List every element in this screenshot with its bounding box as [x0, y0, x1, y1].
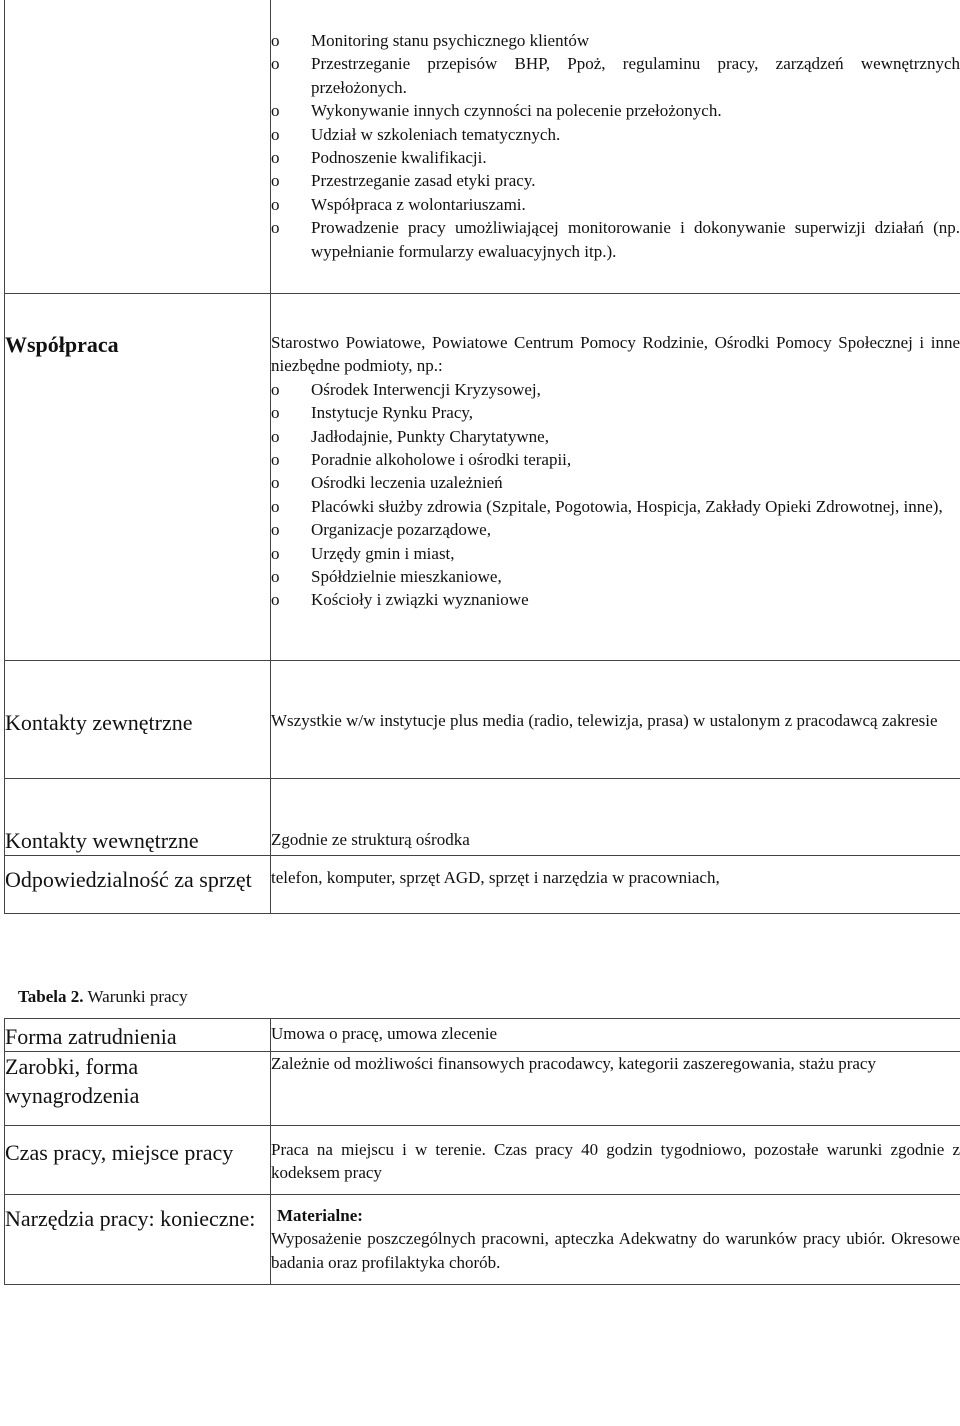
table-row: [5, 0, 960, 294]
row-label-kontakty-zewnetrzne: Kontakty zewnętrzne: [5, 661, 271, 779]
list-item: o Przestrzeganie zasad etyki pracy.: [271, 169, 960, 192]
list-item: o Jadłodajnie, Punkty Charytatywne,: [271, 425, 960, 448]
table-row: [5, 1052, 960, 1126]
list-item: o Przestrzeganie przepisów BHP, Ppoż, regulaminu pracy, zarządzeń wewnętrznych przełożonych.: [271, 52, 960, 99]
table-row: [5, 661, 960, 779]
wspolpraca-list: [271, 378, 960, 612]
table-row: [5, 1195, 960, 1285]
list-item: o Podnoszenie kwalifikacji.: [271, 146, 960, 169]
list-item: o Współpraca z wolontariuszami.: [271, 193, 960, 216]
list-item: o Organizacje pozarządowe,: [271, 518, 960, 541]
czas-pracy-value: Praca na miejscu i w terenie. Czas pracy 40 godzin tygodniowo, pozostałe warunki zgodnie z kodeksem pracy: [271, 1126, 960, 1195]
odpowiedzialnosc-value: telefon, komputer, sprzęt AGD, sprzęt i narzędzia w pracowniach,: [271, 856, 960, 914]
row-label-zarobki: Zarobki, forma wynagrodzenia: [5, 1052, 271, 1126]
list-item: o Ośrodki leczenia uzależnień: [271, 471, 960, 494]
list-item: o Urzędy gmin i miast,: [271, 542, 960, 565]
row-label-odpowiedzialnosc: Odpowiedzialność za sprzęt: [5, 856, 271, 914]
kontakty-zewnetrzne-value: Wszystkie w/w instytucje plus media (radio, telewizja, prasa) w ustalonym z pracodawcą zakresie: [271, 661, 960, 779]
wspolpraca-cell: [271, 294, 960, 661]
materialne-heading: Materialne:: [277, 1206, 363, 1225]
table-row: [5, 1019, 960, 1052]
zarobki-value: Zależnie od możliwości finansowych pracodawcy, kategorii zaszeregowania, stażu pracy: [271, 1052, 960, 1126]
table-row: [5, 856, 960, 914]
list-item: o Udział w szkoleniach tematycznych.: [271, 123, 960, 146]
row-label-forma-zatrudnienia: Forma zatrudnienia: [5, 1019, 271, 1052]
work-conditions-table: [4, 1018, 960, 1285]
list-item: o Monitoring stanu psychicznego klientów: [271, 29, 960, 52]
table-caption: [18, 986, 188, 1008]
kontakty-wewnetrzne-value: Zgodnie ze strukturą ośrodka: [271, 779, 960, 856]
row-label-czas-pracy: Czas pracy, miejsce pracy: [5, 1126, 271, 1195]
row-label-kontakty-wewnetrzne: Kontakty wewnętrzne: [5, 779, 271, 856]
responsibilities-table: [4, 0, 960, 914]
row-label-wspolpraca: Współpraca: [5, 294, 271, 661]
caption-prefix: Tabela 2.: [18, 987, 84, 1006]
wspolpraca-intro: Starostwo Powiatowe, Powiatowe Centrum Pomocy Rodzinie, Ośrodki Pomocy Społecznej i inne niezbędne podmioty, np.:: [271, 333, 960, 376]
list-item: o Ośrodek Interwencji Kryzysowej,: [271, 378, 960, 401]
narzedzia-cell: [271, 1195, 960, 1285]
narzedzia-value: Wyposażenie poszczególnych pracowni, apteczka Adekwatny do warunków pracy ubiór. Okresowe badania oraz profilaktyka chorób.: [271, 1229, 960, 1272]
list-item: o Placówki służby zdrowia (Szpitale, Pogotowia, Hospicja, Zakłady Opieki Zdrowotnej, inne),: [271, 495, 960, 518]
table-row: [5, 779, 960, 856]
list-item: o Prowadzenie pracy umożliwiającej monitorowanie i dokonywanie superwizji działań (np. wypełnianie formularzy ewaluacyjnych itp.).: [271, 216, 960, 263]
caption-title: Warunki pracy: [87, 987, 188, 1006]
duties-cell: [271, 0, 960, 294]
list-item: o Wykonywanie innych czynności na polecenie przełożonych.: [271, 99, 960, 122]
label-cell: [5, 0, 271, 294]
list-item: o Spółdzielnie mieszkaniowe,: [271, 565, 960, 588]
forma-zatrudnienia-value: Umowa o pracę, umowa zlecenie: [271, 1019, 960, 1052]
row-label-narzedzia: Narzędzia pracy: konieczne:: [5, 1195, 271, 1285]
table-row: [5, 294, 960, 661]
list-item: o Poradnie alkoholowe i ośrodki terapii,: [271, 448, 960, 471]
list-item: o Kościoły i związki wyznaniowe: [271, 588, 960, 611]
list-item: o Instytucje Rynku Pracy,: [271, 401, 960, 424]
duties-list: [271, 29, 960, 263]
table-row: [5, 1126, 960, 1195]
